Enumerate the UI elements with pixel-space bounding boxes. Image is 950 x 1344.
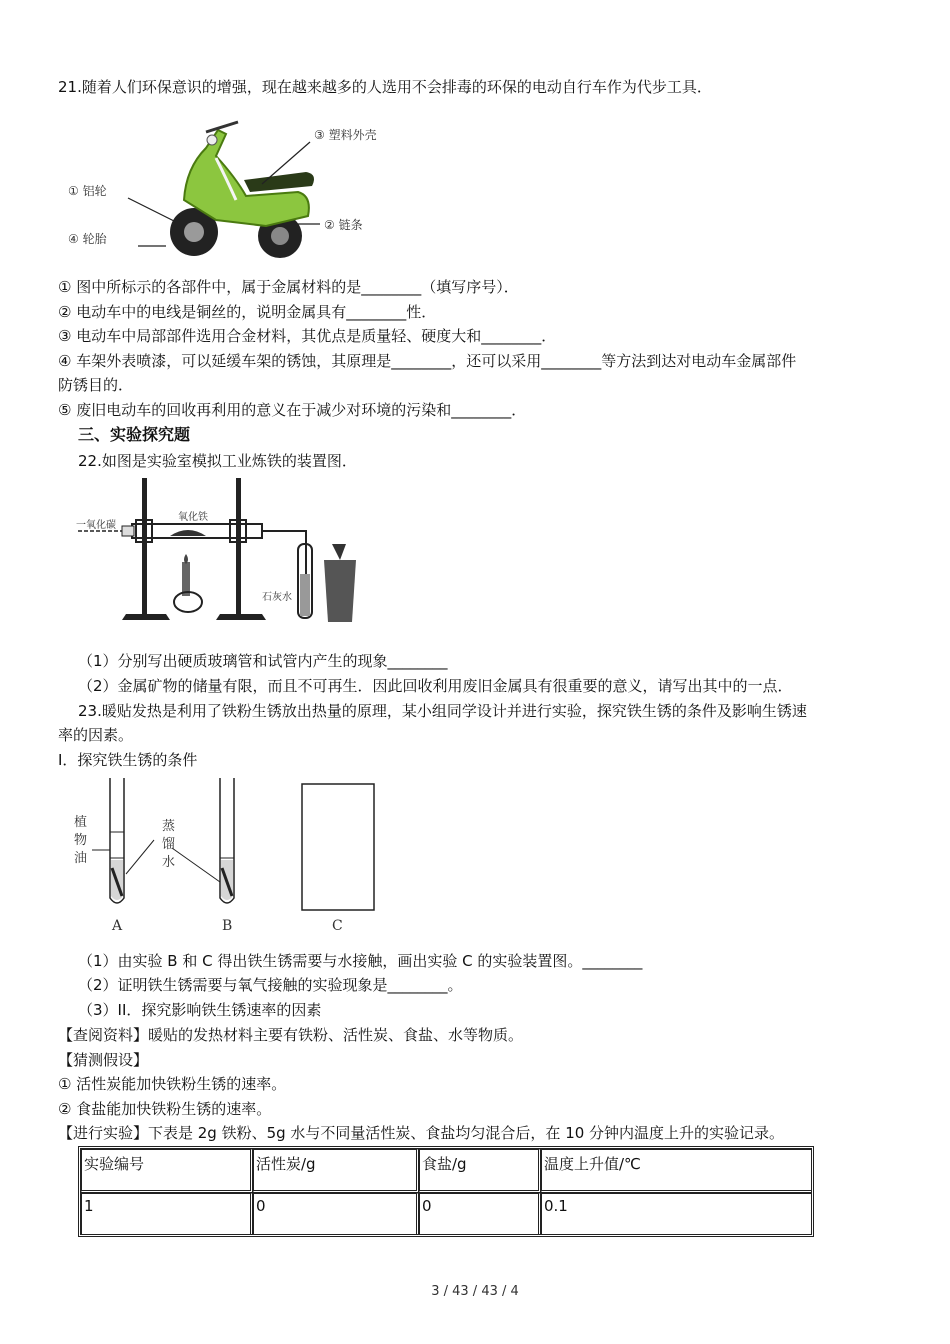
q23-guess: 【猜测假设】 <box>58 1051 149 1069</box>
q21-item-1: ① 图中所标示的各部件中，属于金属材料的是________（填写序号）． <box>58 278 519 296</box>
q21-item-2: ② 电动车中的电线是铜丝的，说明金属具有________性． <box>58 303 437 321</box>
q21-item-5: ⑤ 废旧电动车的回收再利用的意义在于减少对环境的污染和________． <box>58 401 527 419</box>
table-header: 食盐/g <box>419 1149 541 1193</box>
label-distilled-water: 蒸馏水 <box>162 819 176 870</box>
q21-item-4-cont: 防锈目的． <box>58 376 134 394</box>
section-title: 三、实验探究题 <box>78 425 191 444</box>
page-number: 3 / 43 / 43 / 4 <box>431 1284 519 1299</box>
label-plant-oil: 植物油 <box>74 815 88 866</box>
table-header: 活性炭/g <box>253 1149 419 1193</box>
q23-part1: I．探究铁生锈的条件 <box>58 751 198 769</box>
q23-title-2: 率的因素。 <box>58 726 134 744</box>
q22-title: 22.如图是实验室模拟工业炼铁的装置图． <box>78 452 357 470</box>
q23-experiment: 【进行实验】下表是 2g 铁粉、5g 水与不同量活性炭、食盐均匀混合后，在 10 分钟内温度上升的实验记录。 <box>58 1124 785 1142</box>
table-cell: 0 <box>253 1193 419 1234</box>
q23-guess-2: ② 食盐能加快铁粉生锈的速率。 <box>58 1100 272 1118</box>
table-cell: 0.1 <box>541 1193 811 1234</box>
q21-item-3: ③ 电动车中局部部件选用合金材料，其优点是质量轻、硬度大和________． <box>58 327 557 345</box>
q23-item-3: （3）II．探究影响铁生锈速率的因素 <box>78 1001 322 1019</box>
iron-smelting-apparatus <box>70 474 360 626</box>
label-iron-oxide: 氧化铁 <box>178 512 208 523</box>
table-cell: 1 <box>81 1193 253 1234</box>
label-co: 一氧化碳 <box>76 520 116 531</box>
table-header: 实验编号 <box>81 1149 253 1193</box>
rust-experiment-figure <box>70 774 390 938</box>
label-box-c: C <box>332 918 343 934</box>
label-tube-b: B <box>222 918 233 934</box>
label-tube-a: A <box>112 918 123 934</box>
q23-title-1: 23.暖贴发热是利用了铁粉生锈放出热量的原理，某小组同学设计并进行实验，探究铁生锈的条件及影响生锈速 <box>78 702 807 720</box>
label-plastic-shell: ③ 塑料外壳 <box>314 128 377 142</box>
table-header: 温度上升值/℃ <box>541 1149 811 1193</box>
q21-item-4: ④ 车架外表喷漆，可以延缓车架的锈蚀，其原理是________，还可以采用________等方法到达对电动车金属部件 <box>58 352 797 370</box>
label-chain: ② 链条 <box>324 218 363 232</box>
label-aluminum-wheel: ① 铝轮 <box>68 184 107 198</box>
table-header-row <box>81 1149 811 1193</box>
label-limewater: 石灰水 <box>262 592 292 603</box>
q22-item-1: （1）分别写出硬质玻璃管和试管内产生的现象________ <box>78 652 448 670</box>
experiment-table <box>78 1146 814 1237</box>
q23-guess-1: ① 活性炭能加快铁粉生锈的速率。 <box>58 1075 287 1093</box>
q23-info: 【查阅资料】暖贴的发热材料主要有铁粉、活性炭、食盐、水等物质。 <box>58 1026 524 1044</box>
q22-item-2: （2）金属矿物的储量有限，而且不可再生．因此回收利用废旧金属具有很重要的意义，请写出其中的一点． <box>78 677 793 695</box>
table-row <box>81 1193 811 1234</box>
table-cell: 0 <box>419 1193 541 1234</box>
label-tire: ④ 轮胎 <box>68 232 107 246</box>
q23-item-1: （1）由实验 B 和 C 得出铁生锈需要与水接触，画出实验 C 的实验装置图。________ <box>78 952 643 970</box>
q21-title: 21.随着人们环保意识的增强，现在越来越多的人选用不会排毒的环保的电动自行车作为代步工具． <box>58 78 712 96</box>
scooter-figure <box>66 108 396 264</box>
q23-item-2: （2）证明铁生锈需要与氧气接触的实验现象是________。 <box>78 976 463 994</box>
